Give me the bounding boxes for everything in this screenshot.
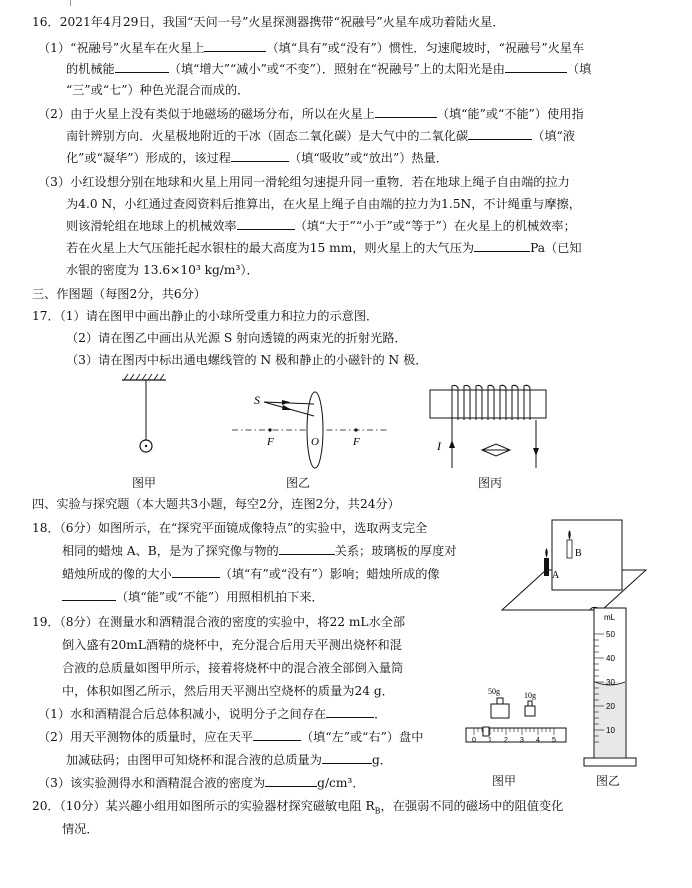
- figure-balance-weights: [464, 684, 568, 756]
- q19-line1: 19．（8分）在测量水和酒精混合液的密度的实验中，将22 mL水全部: [32, 615, 406, 629]
- focus-right-label: F: [353, 436, 360, 448]
- candle-b-label: B: [575, 548, 582, 559]
- caption-figure-a: 图甲: [132, 476, 157, 490]
- q16-part2-line2: 南针辨别方向．火星极地附近的干冰（固态二氧化碳）是大气中的二氧化碳 （填“液: [66, 129, 575, 143]
- cylinder-tick-10: 10: [606, 726, 615, 735]
- scale-tick-2: 2: [504, 737, 508, 744]
- q16-part2-line1: （2）由于火星上没有类似于地磁场的磁场分布，所以在火星上 （填“能”或“不能”）使用指: [38, 107, 584, 121]
- q18-line3: 蜡烛所成的像的大小 （填“有”或“没有”）影响；蜡烛所成的像: [62, 567, 440, 581]
- weight-10g-label: 10g: [524, 691, 536, 700]
- q19-sub2-line1: （2）用天平测物体的质量时，应在天平 （填“左”或“右”）盘中: [38, 730, 424, 744]
- figure-pendulum: [112, 372, 172, 462]
- ruler-tick: [62, 0, 71, 6]
- candle-a-label: A: [552, 570, 560, 581]
- q19-sub1: （1）水和酒精混合后总体积减小，说明分子之间存在 ．: [38, 707, 387, 721]
- blank[interactable]: [172, 566, 220, 578]
- figure-mirror: [500, 516, 650, 616]
- cylinder-tick-50: 50: [606, 630, 615, 639]
- scale-tick-4: 4: [536, 737, 540, 744]
- q17-line1: 17．（1）请在图甲中画出静止的小球所受重力和拉力的示意图．: [32, 309, 379, 323]
- blank[interactable]: [326, 706, 374, 718]
- blank[interactable]: [231, 150, 289, 162]
- scale-tick-1: 1: [488, 737, 492, 744]
- q19-sub2-line2: 加减砝码；由图甲可知烧杯和混合液的总质量为 g．: [66, 753, 392, 767]
- caption-balance: 图甲: [492, 774, 517, 788]
- blank[interactable]: [322, 752, 372, 764]
- caption-cylinder: 图乙: [596, 774, 621, 788]
- focus-left-label: F: [267, 436, 274, 448]
- q16-part1-line1: （1）“祝融号”火星车在火星上 （填“具有”或“没有”）惯性．匀速爬坡时，“祝融号”火星车: [38, 41, 585, 55]
- figure-measuring-cylinder: [582, 604, 638, 770]
- cylinder-tick-30: 30: [606, 678, 615, 687]
- figure-lens: [230, 380, 390, 470]
- q16-part3-line4: 若在火星上大气压能托起水银柱的最大高度为15 mm，则火星上的大气压为 Pa（已知: [66, 241, 582, 255]
- q20-line1: 20．（10分）某兴趣小组用如图所示的实验器材探究磁敏电阻 $R_B$，在强弱不同的磁场中的阻值变化: [32, 799, 564, 816]
- scale-tick-3: 3: [520, 737, 524, 744]
- q17-line3: （3）请在图丙中标出通电螺线管的 N 极和静止的小磁针的 N 极．: [66, 353, 428, 367]
- blank[interactable]: [115, 61, 169, 73]
- q16-part3-line1: （3）小红设想分别在地球和火星上用同一滑轮组匀速提升同一重物．若在地球上绳子自由端的拉力: [38, 175, 570, 189]
- caption-figure-b: 图乙: [286, 476, 311, 490]
- cylinder-tick-20: 20: [606, 702, 615, 711]
- q18-line2: 相同的蜡烛 A、B，是为了探究像与物的 关系；玻璃板的厚度对: [62, 544, 457, 558]
- blank[interactable]: [468, 128, 532, 140]
- blank[interactable]: [237, 218, 295, 230]
- q16-part3-line5: 水银的密度为 13.6×10³ kg/m³）．: [66, 263, 259, 277]
- q19-line2: 倒入盛有20mL酒精的烧杯中，充分混合后用天平测出烧杯和混: [62, 638, 402, 652]
- q19-sub3: （3）该实验测得水和酒精混合液的密度为 g/cm³．: [38, 776, 365, 790]
- q19-line4: 中，体积如图乙所示，然后用天平测出空烧杯的质量为24 g．: [62, 684, 394, 698]
- q20-line2: 情况．: [62, 822, 99, 836]
- q17-line2: （2）请在图乙中画出从光源 S 射向透镜的两束光的折射光路．: [66, 331, 407, 345]
- figure-solenoid: [420, 384, 560, 470]
- cylinder-tick-40: 40: [606, 654, 615, 663]
- scale-tick-0: 0: [472, 737, 476, 744]
- blank[interactable]: [204, 40, 266, 52]
- blank[interactable]: [279, 543, 335, 555]
- blank[interactable]: [505, 61, 567, 73]
- blank[interactable]: [474, 240, 530, 252]
- section4-heading: 四、实验与探究题（本大题共3小题，每空2分，连图2分，共24分）: [32, 497, 400, 511]
- optical-center-label: O: [311, 436, 319, 448]
- cylinder-unit: mL: [604, 613, 616, 622]
- q16-stem: 16．2021年4月29日，我国“天问一号”火星探测器携带“祝融号”火星车成功着陆火星．: [32, 15, 505, 29]
- blank[interactable]: [265, 775, 317, 787]
- section3-heading: 三、作图题（每图2分，共6分）: [32, 287, 206, 301]
- blank[interactable]: [62, 589, 116, 601]
- q16-part2-line3: 化”或“凝华”）形成的，该过程 （填“吸收”或“放出”）热量．: [66, 151, 448, 165]
- current-label: I: [437, 439, 441, 453]
- q16-part1-line2: 的机械能 （填“增大”“减小”或“不变”）．照射在“祝融号”上的太阳光是由 （填: [66, 62, 592, 76]
- q18-line4: （填“能”或“不能”）用照相机拍下来．: [62, 589, 324, 605]
- blank[interactable]: [375, 106, 437, 118]
- weight-50g-label: 50g: [488, 687, 500, 696]
- q16-part3-line2: 为4.0 N，小红通过查阅资料后推算出，在火星上绳子自由端的拉力为1.5N，不计绳重与摩擦，: [66, 197, 581, 211]
- blank[interactable]: [253, 729, 301, 741]
- scale-tick-5: 5: [552, 737, 556, 744]
- q16-part1-line3: “三”或“七”）种色光混合而成的．: [66, 83, 250, 97]
- q19-line3: 合液的总质量如图甲所示，接着将烧杯中的混合液全部倒入量筒: [62, 661, 404, 675]
- caption-figure-c: 图丙: [478, 476, 503, 490]
- q16-part3-line3: 则该滑轮组在地球上的机械效率 （填“大于”“小于”或“等于”）在火星上的机械效率；: [66, 219, 576, 233]
- light-source-label: S: [254, 393, 260, 407]
- q18-line1: 18．（6分）如图所示，在“探究平面镜成像特点”的实验中，选取两支完全: [32, 521, 428, 535]
